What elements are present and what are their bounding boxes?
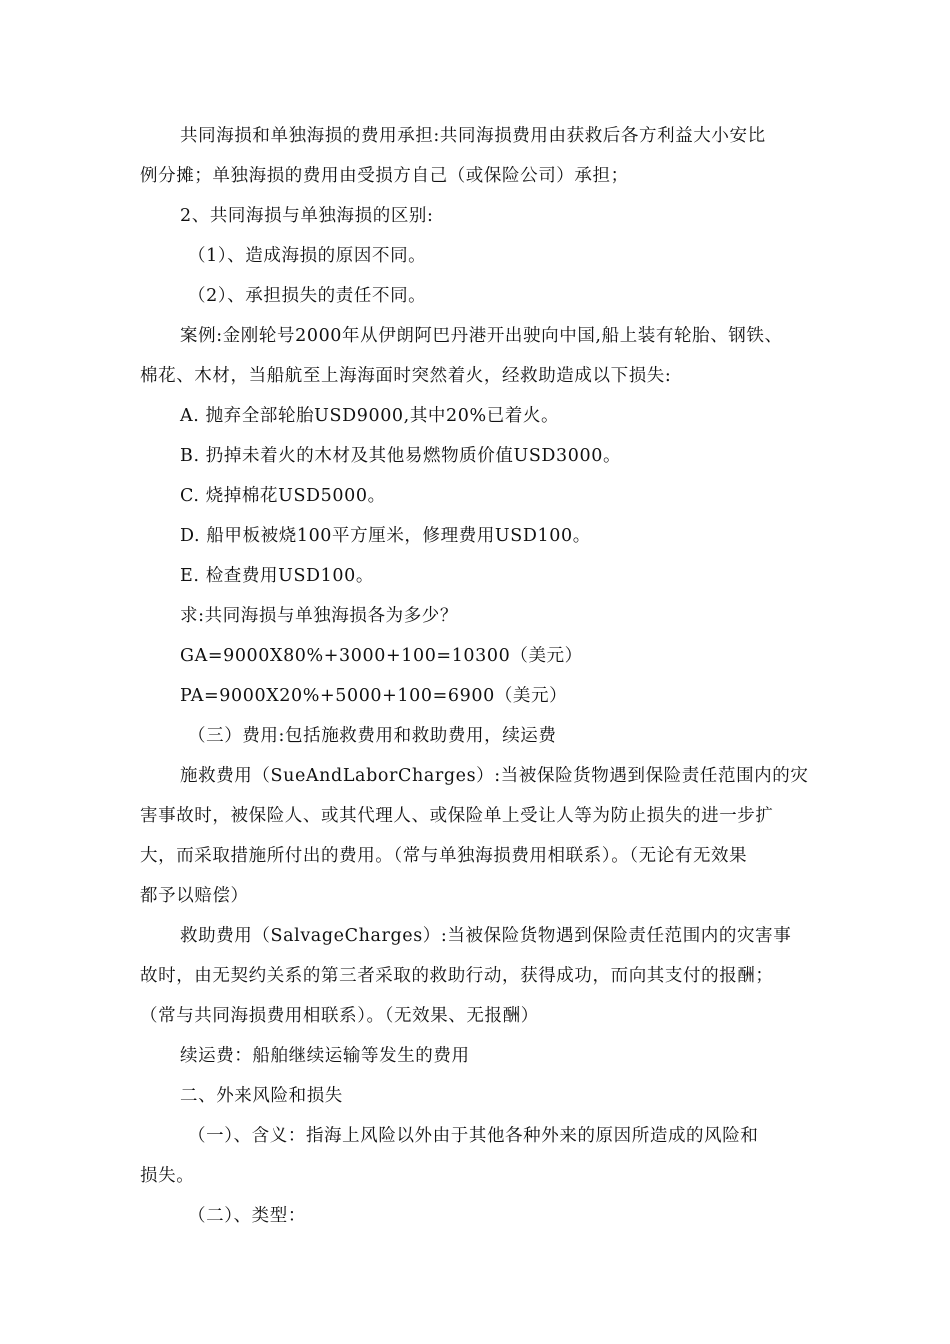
case-item-d: D. 船甲板被烧100平方厘米，修理费用USD100。	[180, 526, 591, 546]
case-line-1: 案例:金刚轮号2000年从伊朗阿巴丹港开出驶向中国,船上装有轮胎、钢铁、	[180, 326, 783, 346]
salvage-line-1: 救助费用（SalvageCharges）:当被保险货物遇到保险责任范围内的灾害事	[180, 926, 792, 946]
case-item-e: E. 检查费用USD100。	[180, 566, 374, 586]
sue-labor-line-4: 都予以赔偿）	[140, 886, 249, 906]
section-heading-2: 2、共同海损与单独海损的区别:	[180, 206, 434, 226]
case-item-c: C. 烧掉棉花USD5000。	[180, 486, 386, 506]
list-item-2: （2）、承担损失的责任不同。	[188, 286, 427, 306]
text-line-2: 例分摊；单独海损的费用由受损方自己（或保险公司）承担；	[140, 166, 629, 186]
text-line-1: 共同海损和单独海损的费用承担:共同海损费用由获救后各方利益大小安比	[180, 126, 766, 146]
definition-line-1: （一）、含义：指海上风险以外由于其他各种外来的原因所造成的风险和	[188, 1126, 759, 1146]
sue-labor-line-1: 施救费用（SueAndLaborCharges）:当被保险货物遇到保险责任范围内的灾	[180, 766, 809, 786]
section-heading-3: （三）费用:包括施救费用和救助费用，续运费	[188, 726, 557, 746]
salvage-line-3: （常与共同海损费用相联系）。（无效果、无报酬）	[140, 1006, 539, 1026]
pa-formula: PA=9000X20%+5000+100=6900（美元）	[180, 686, 568, 706]
section-heading-external-risk: 二、外来风险和损失	[180, 1086, 343, 1106]
ga-formula: GA=9000X80%+3000+100=10300（美元）	[180, 646, 583, 666]
salvage-line-2: 故时，由无契约关系的第三者采取的救助行动，获得成功，而向其支付的报酬；	[140, 966, 774, 986]
case-line-2: 棉花、木材，当船航至上海海面时突然着火，经救助造成以下损失:	[140, 366, 672, 386]
definition-line-2: 损失。	[140, 1166, 195, 1186]
case-item-b: B. 扔掉未着火的木材及其他易燃物质价值USD3000。	[180, 446, 622, 466]
case-item-a: A. 抛弃全部轮胎USD9000,其中20%已着火。	[180, 406, 560, 426]
forwarding-charges-line: 续运费：船舶继续运输等发生的费用	[180, 1046, 470, 1066]
types-heading: （二）、类型：	[188, 1206, 306, 1226]
list-item-1: （1）、造成海损的原因不同。	[188, 246, 427, 266]
sue-labor-line-2: 害事故时，被保险人、或其代理人、或保险单上受让人等为防止损失的进一步扩	[140, 806, 774, 826]
question-line: 求:共同海损与单独海损各为多少？	[180, 606, 458, 626]
sue-labor-line-3: 大，而采取措施所付出的费用。（常与单独海损费用相联系）。（无论有无效果	[140, 846, 748, 866]
